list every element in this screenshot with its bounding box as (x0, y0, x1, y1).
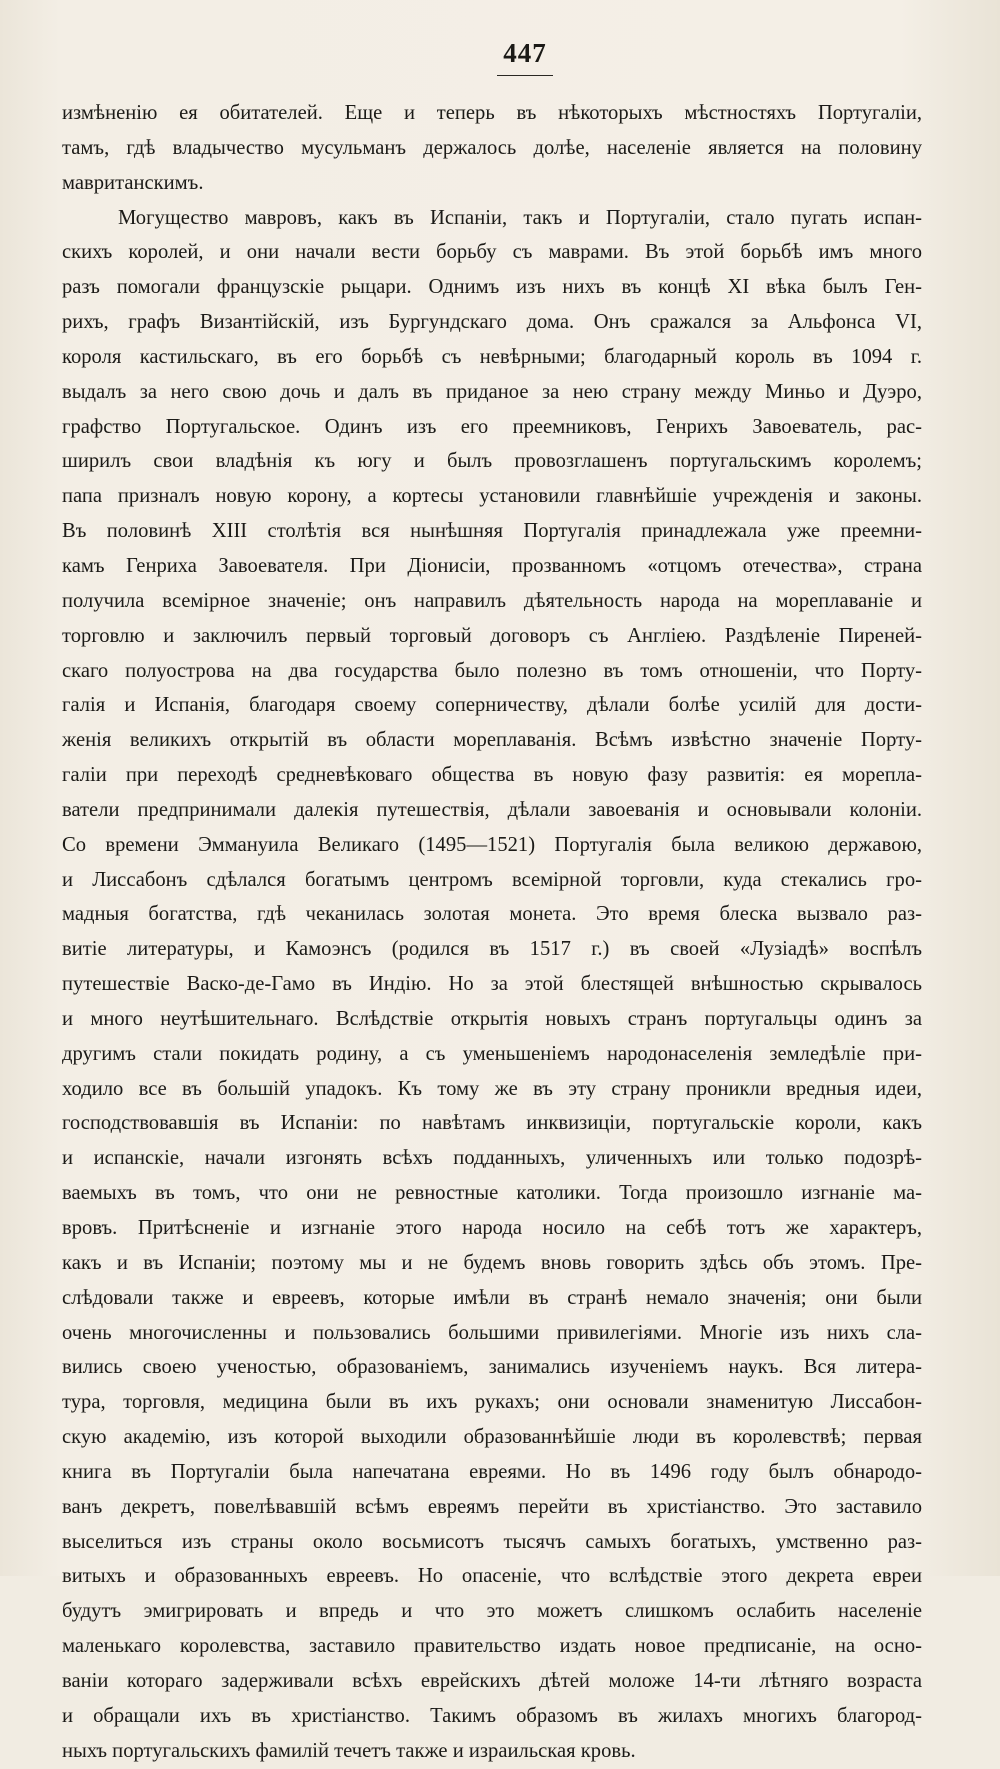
text-line: маленькаго королевства, заставило правительство издать новое предписаніе, на осно- (62, 1635, 922, 1658)
text-line: камъ Генриха Завоевателя. При Діонисіи, прозванномъ «отцомъ отечества», страна (62, 554, 922, 577)
text-line: мадныя богатства, гдѣ чеканилась золотая монета. Это время блеска вызвало раз- (62, 903, 922, 926)
text-line: измѣненію ея обитателей. Еще и теперь въ нѣкоторыхъ мѣстностяхъ Португаліи, (62, 102, 922, 124)
text-line: тура, торговля, медицина были въ ихъ рукахъ; они основали знаменитую Лиссабон- (62, 1391, 922, 1414)
text-line: ватели предпринимали далекія путешествія, дѣлали завоеванія и основывали колоніи. (62, 798, 922, 821)
paragraph (62, 96, 922, 201)
text-line: витіе литературы, и Камоэнсъ (родился въ 1517 г.) въ своей «Лузіадѣ» воспѣлъ (62, 938, 922, 961)
text-line: ваніи котораго задерживали всѣхъ еврейскихъ дѣтей моложе 14-ти лѣтняго возраста (62, 1669, 922, 1692)
paragraph (62, 201, 922, 1769)
text-line: ванъ декретъ, повелѣвавшій всѣмъ евреямъ перейти въ христіанство. Это заставило (62, 1495, 922, 1518)
text-line: папа призналъ новую корону, а кортесы установили главнѣйшіе учрежденія и законы. (62, 485, 922, 508)
text-line: вровъ. Притѣсненіе и изгнаніе этого народа носило на себѣ тотъ же характеръ, (62, 1217, 922, 1239)
text-line: скихъ королей, и они начали вести борьбу съ маврами. Въ этой борьбѣ имъ много (62, 241, 922, 264)
text-line: выселиться изъ страны около восьмисотъ тысячъ самыхъ богатыхъ, умственно раз- (62, 1530, 922, 1553)
text-line: и обращали ихъ въ христіанство. Такимъ образомъ въ жилахъ многихъ благород- (62, 1704, 922, 1727)
text-line: ходило все въ большій упадокъ. Къ тому же въ эту страну проникли вредныя идеи, (62, 1077, 922, 1100)
text-line: выдалъ за него свою дочь и далъ въ приданое за нею страну между Миньо и Дуэро, (62, 380, 922, 403)
text-line: и Лиссабонъ сдѣлался богатымъ центромъ всемірной торговли, куда стекались гро- (62, 868, 922, 891)
text-line: галія и Испанія, благодаря своему соперничеству, дѣлали болѣе усилій для дости- (62, 694, 922, 717)
text-line: господствовавшія въ Испаніи: по навѣтамъ инквизиціи, португальскіе короли, какъ (62, 1112, 922, 1135)
text-line: галіи при переходѣ средневѣковаго общества въ новую фазу развитія: ея морепла- (62, 764, 922, 787)
text-line: разъ помогали французскіе рыцари. Однимъ изъ нихъ въ концѣ XI вѣка былъ Ген- (62, 276, 922, 299)
text-line: слѣдовали также и евреевъ, которые имѣли въ странѣ немало значенія; они были (62, 1286, 922, 1309)
text-line: получила всемірное значеніе; онъ направилъ дѣятельность народа на мореплаваніе и (62, 589, 922, 612)
text-line: рихъ, графъ Византійскій, изъ Бургундскаго дома. Онъ сражался за Альфонса VI, (62, 311, 922, 334)
text-line: ныхъ португальскихъ фамилій течетъ также и израильская кровь. (62, 1739, 636, 1762)
text-line: мавританскимъ. (62, 171, 204, 194)
text-line: короля кастильскаго, въ его борьбѣ съ невѣрными; благодарный король въ 1094 г. (62, 345, 922, 368)
text-line: и много неутѣшительнаго. Вслѣдствіе открытія новыхъ странъ португальцы одинъ за (62, 1007, 922, 1030)
text-line: книга въ Португаліи была напечатана евреями. Но въ 1496 году былъ обнародо- (62, 1460, 922, 1483)
text-line: путешествіе Васко-де-Гамо въ Индію. Но за этой блестящей внѣшностью скрывалось (62, 973, 922, 996)
text-line: Со времени Эммануила Великаго (1495—1521) Португалія была великою державою, (62, 833, 922, 856)
text-line: скаго полуострова на два государства было полезно въ томъ отношеніи, что Порту- (62, 659, 922, 682)
text-line: тамъ, гдѣ владычество мусульманъ держалось долѣе, населеніе является на половину (62, 136, 922, 159)
text-line: какъ и въ Испаніи; поэтому мы и не будемъ вновь говорить здѣсь объ этомъ. Пре- (62, 1251, 922, 1274)
text-line: и испанскіе, начали изгонять всѣхъ подданныхъ, уличенныхъ или только подозрѣ- (62, 1147, 922, 1170)
text-line: скую академію, изъ которой выходили образованнѣйшіе люди въ королевствѣ; первая (62, 1426, 922, 1449)
text-line: графство Португальское. Одинъ изъ его преемниковъ, Генрихъ Завоеватель, рас- (62, 415, 922, 438)
text-line: торговлю и заключилъ первый торговый договоръ съ Англіею. Раздѣленіе Пиреней- (62, 624, 922, 647)
text-line: вились своею ученостью, образованіемъ, занимались изученіемъ наукъ. Вся литера- (62, 1356, 922, 1379)
text-line: женія великихъ открытій въ области мореплаванія. Всѣмъ извѣстно значеніе Порту- (62, 729, 922, 752)
text-line: будутъ эмигрировать и впредь и что это можетъ слишкомъ ослабить населеніе (62, 1600, 922, 1623)
text-line: другимъ стали покидать родину, а съ уменьшеніемъ народонаселенія земледѣліе при- (62, 1042, 922, 1065)
text-line: Могущество мавровъ, какъ въ Испаніи, такъ и Португаліи, стало пугать испан- (118, 206, 922, 229)
page-header (0, 38, 1000, 76)
body-text (62, 96, 922, 1769)
text-line: очень многочисленны и пользовались большими привилегіями. Многіе изъ нихъ сла- (62, 1321, 922, 1344)
text-line: ваемыхъ въ томъ, что они не ревностные католики. Тогда произошло изгнаніе ма- (62, 1182, 922, 1205)
page-number: 447 (497, 38, 553, 76)
text-line: Въ половинѣ XIII столѣтія вся нынѣшняя Португалія принадлежала уже преемни- (62, 520, 922, 543)
text-line: ширилъ свои владѣнія къ югу и былъ провозглашенъ португальскимъ королемъ; (62, 450, 922, 473)
text-line: витыхъ и образованныхъ евреевъ. Но опасеніе, что вслѣдствіе этого декрета евреи (62, 1565, 922, 1588)
